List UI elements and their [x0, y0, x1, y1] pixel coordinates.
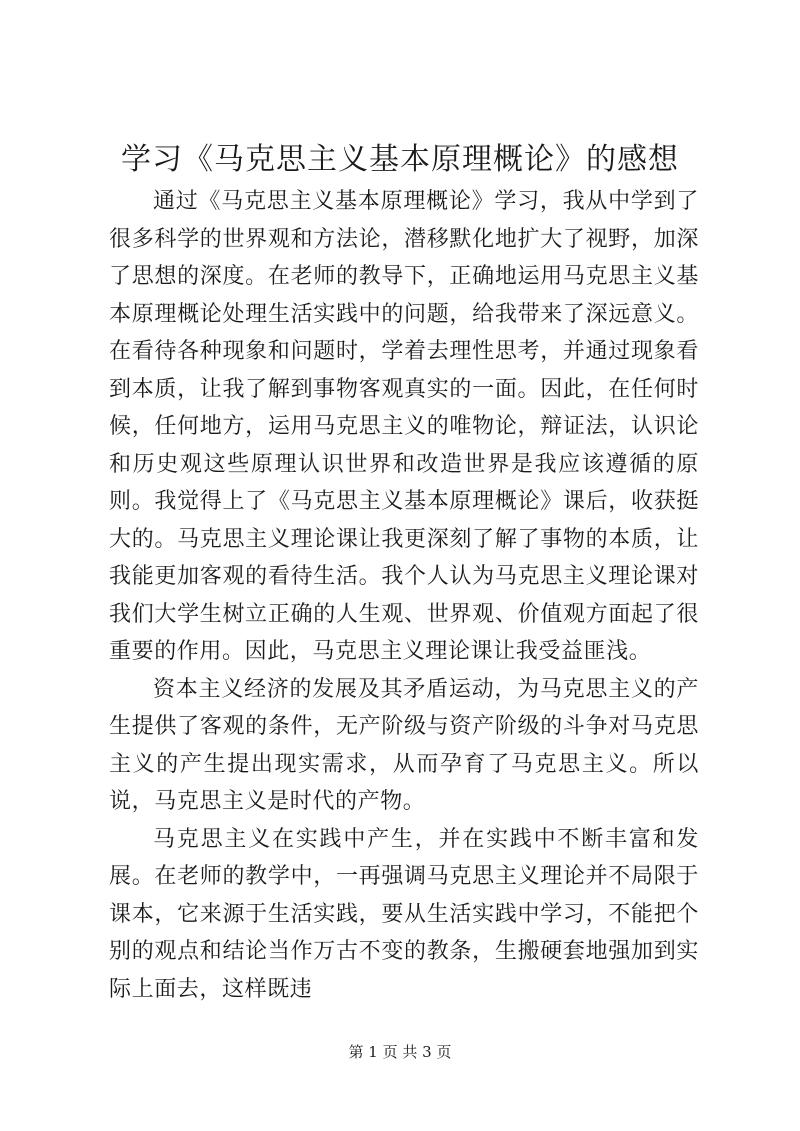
document-body [109, 183, 699, 1008]
document-title: 学习《马克思主义基本原理概论》的感想 [121, 142, 679, 177]
page-footer: 第 1 页 共 3 页 [348, 1043, 452, 1061]
paragraph-1: 通过《马克思主义基本原理概论》学习，我从中学到了很多科学的世界观和方法论，潜移默化地扩大了视野，加深了思想的深度。在老师的教导下，正确地运用马克思主义基本原理概论处理生活实践中的问题，给我带来了深远意义。在看待各种现象和问题时，学着去理性思考，并通过现象看到本质，让我了解到事物客观真实的一面。因此，在任何时候，任何地方，运用马克思主义的唯物论，辩证法，认识论和历史观这些原理认识世界和改造世界是我应该遵循的原则。我觉得上了《马克思主义基本原理概论》课后，收获挺大的。马克思主义理论课让我更深刻了解了事物的本质，让我能更加客观的看待生活。我个人认为马克思主义理论课对我们大学生树立正确的人生观、世界观、价值观方面起了很重要的作用。因此，马克思主义理论课让我受益匪浅。 [109, 189, 699, 664]
paragraph-2: 资本主义经济的发展及其矛盾运动，为马克思主义的产生提供了客观的条件，无产阶级与资产阶级的斗争对马克思主义的产生提出现实需求，从而孕育了马克思主义。所以说，马克思主义是时代的产物。 [109, 676, 699, 814]
paragraph-3: 马克思主义在实践中产生，并在实践中不断丰富和发展。在老师的教学中，一再强调马克思主义理论并不局限于课本，它来源于生活实践，要从生活实践中学习，不能把个别的观点和结论当作万古不变的教条，生搬硬套地强加到实际上面去，这样既违 [109, 826, 699, 1002]
